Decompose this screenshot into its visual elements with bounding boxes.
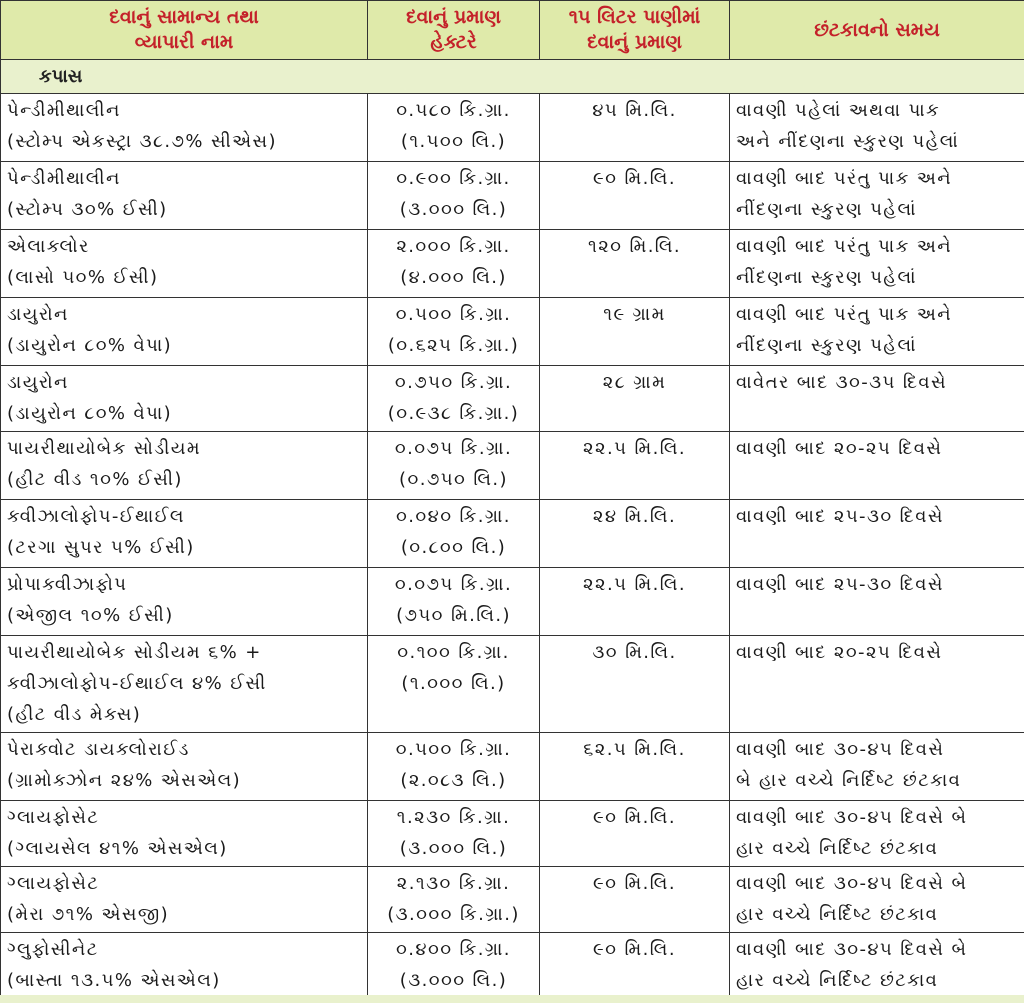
table-row <box>1 636 1024 733</box>
dose-per-hectare-line: (૦.૬૨૫ કિ.ગ્રા.) <box>387 335 520 356</box>
dose-per-hectare-line: ૦.૫૮૦ કિ.ગ્રા. <box>396 100 511 121</box>
group-label: કપાસ <box>1 60 1024 94</box>
spray-time-line: વાવણી બાદ ૩૦-૪૫ દિવસે બે <box>736 873 968 894</box>
spray-time <box>730 162 1024 230</box>
spray-time <box>730 230 1024 298</box>
dose-per-hectare-line: ૦.૭૫૦ કિ.ગ્રા. <box>394 372 513 393</box>
herbicide-name-line: ગ્લુફોસીનેટ <box>7 939 99 960</box>
herbicide-name <box>1 366 368 432</box>
dose-per-hectare-line: ૨.૦૦૦ કિ.ગ્રા. <box>396 236 511 257</box>
spray-time-line: હાર વચ્ચે નિર્દિષ્ટ છંટકાવ <box>736 904 939 925</box>
spray-time <box>730 432 1024 500</box>
dose-per-hectare-line: ૦.૯૦૦ કિ.ગ્રા. <box>396 168 511 189</box>
spray-time-line: હાર વચ્ચે નિર્દિષ્ટ છંટકાવ <box>736 838 939 859</box>
dose-per-15-litre: ૩૦ મિ.લિ. <box>540 636 730 733</box>
herbicide-name-line: (મેરા ૭૧% એસજી) <box>7 904 170 925</box>
dose-per-hectare-line: ૦.૦૭૫ કિ.ગ્રા. <box>394 438 513 459</box>
herbicide-name-line: ડાયુરોન <box>7 304 69 325</box>
dose-per-hectare-line: (૪.૦૦૦ લિ.) <box>400 267 507 288</box>
herbicide-name-line: પાયરીથાયોબેક સોડીયમ ૬% + <box>7 642 262 663</box>
dose-per-hectare <box>368 568 540 636</box>
spray-time <box>730 933 1024 999</box>
spray-time <box>730 366 1024 432</box>
herbicide-name-line: ડાયુરોન <box>7 372 69 393</box>
dose-per-hectare-line: ૦.૧૦૦ કિ.ગ્રા. <box>397 642 510 663</box>
dose-per-hectare <box>368 94 540 162</box>
group-row <box>1 60 1024 94</box>
header-row <box>1 1 1024 60</box>
dose-per-hectare <box>368 162 540 230</box>
table-row <box>1 801 1024 867</box>
dose-per-15-litre: ૯૦ મિ.લિ. <box>540 933 730 999</box>
dose-per-hectare-line: (૦.૭૫૦ લિ.) <box>399 469 508 490</box>
table-row <box>1 298 1024 366</box>
dose-per-hectare-line: (૧.૦૦૦ લિ.) <box>401 673 506 694</box>
spray-time-line: વાવણી બાદ પરંતુ પાક અને <box>736 304 953 325</box>
herbicide-name-line: (એજીલ ૧૦% ઈસી) <box>7 605 174 626</box>
dose-per-15-litre: ૧૯ ગ્રામ <box>540 298 730 366</box>
herbicide-name-line: (સ્ટોમ્પ ૩૦% ઈસી) <box>7 199 168 220</box>
spray-time <box>730 867 1024 933</box>
dose-per-hectare-line: (૭૫૦ મિ.લિ.) <box>396 605 511 626</box>
dose-per-hectare-line: (૩.૦૦૦ લિ.) <box>399 838 508 859</box>
dose-per-15-litre: ૨૨.૫ મિ.લિ. <box>540 568 730 636</box>
dose-per-15-litre: ૧૨૦ મિ.લિ. <box>540 230 730 298</box>
dose-per-15-litre: ૪૫ મિ.લિ. <box>540 94 730 162</box>
dose-per-hectare <box>368 933 540 999</box>
spray-time <box>730 94 1024 162</box>
dose-per-hectare-line: (૧.૫૦૦ લિ.) <box>400 131 507 152</box>
spray-time-line: હાર વચ્ચે નિર્દિષ્ટ છંટકાવ <box>736 970 939 991</box>
herbicide-name-line: ગ્લાયફોસેટ <box>7 807 100 828</box>
herbicide-name-line: (બાસ્તા ૧૩.૫% એસએલ) <box>7 970 221 991</box>
spray-time-line: વાવણી બાદ પરંતુ પાક અને <box>736 168 953 189</box>
dose-per-hectare <box>368 636 540 733</box>
herbicide-name-line: પ્રોપાક્વીઝાફોપ <box>7 574 128 595</box>
dose-per-hectare-line: ૦.૦૪૦ કિ.ગ્રા. <box>396 506 511 527</box>
dose-per-hectare <box>368 366 540 432</box>
spray-time-line: અને નીંદણના સ્કુરણ પહેલાં <box>736 131 960 152</box>
header-time: છંટકાવનો સમય <box>730 1 1024 60</box>
spray-time-line: વાવણી બાદ ૩૦-૪૫ દિવસે <box>736 739 945 760</box>
herbicide-name-line: (સ્ટોમ્પ એકસ્ટ્રા ૩૮.૭% સીએસ) <box>7 131 277 152</box>
dose-per-15-litre: ૨૪ મિ.લિ. <box>540 500 730 568</box>
herbicide-name-line: (હીટ વીડ ૧૦% ઈસી) <box>7 469 183 490</box>
dose-per-15-litre: ૬૨.૫ મિ.લિ. <box>540 733 730 801</box>
herbicide-name <box>1 636 368 733</box>
spray-time-line: નીંદણના સ્કુરણ પહેલાં <box>736 267 917 288</box>
bottom-strip <box>0 995 1024 1003</box>
herbicide-name <box>1 432 368 500</box>
dose-per-hectare-line: ૧.૨૩૦ કિ.ગ્રા. <box>396 807 511 828</box>
dose-per-hectare-line: (૦.૮૦૦ લિ.) <box>400 537 507 558</box>
herbicide-name <box>1 801 368 867</box>
spray-time-line: વાવણી બાદ ૩૦-૪૫ દિવસે બે <box>736 807 968 828</box>
header-water: ૧૫ લિટર પાણીમાં દવાનું પ્રમાણ <box>540 1 730 60</box>
table-row <box>1 230 1024 298</box>
herbicide-name-line: (ગ્રામોક્ઝોન ૨૪% એસએલ) <box>7 770 242 791</box>
table-row <box>1 867 1024 933</box>
dose-per-15-litre: ૯૦ મિ.લિ. <box>540 801 730 867</box>
spray-time-line: વાવણી બાદ ૨૦-૨૫ દિવસે <box>736 438 943 459</box>
spray-time-line: નીંદણના સ્કુરણ પહેલાં <box>736 335 917 356</box>
dose-per-hectare-line: (૩.૦૦૦ કિ.ગ્રા.) <box>387 904 520 925</box>
herbicide-name-line: (લાસો ૫૦% ઈસી) <box>7 267 159 288</box>
dose-per-hectare-line: ૦.૫૦૦ કિ.ગ્રા. <box>395 304 512 325</box>
herbicide-name-line: (ડાયુરોન ૮૦% વેપા) <box>7 335 173 356</box>
herbicide-name-line: ગ્લાયફોસેટ <box>7 873 100 894</box>
table-row <box>1 162 1024 230</box>
table-row <box>1 94 1024 162</box>
herbicide-name <box>1 230 368 298</box>
table-row <box>1 432 1024 500</box>
spray-time-line: વાવણી બાદ ૨૦-૨૫ દિવસે <box>736 642 943 663</box>
spray-time <box>730 801 1024 867</box>
herbicide-name-line: (ગ્લાયસેલ ૪૧% એસએલ) <box>7 838 228 859</box>
table-row <box>1 366 1024 432</box>
table-row <box>1 568 1024 636</box>
herbicide-name-line: ક્વીઝાલોફોપ-ઈથાઈલ <box>7 506 185 527</box>
dose-per-hectare <box>368 500 540 568</box>
herbicide-name-line: પેરાક્વોટ ડાયક્લોરાઈડ <box>7 739 190 760</box>
herbicide-name <box>1 568 368 636</box>
spray-time <box>730 636 1024 733</box>
header-name: દવાનું સામાન્ય તથા વ્યાપારી નામ <box>1 1 368 60</box>
dose-per-hectare-line: (૩.૦૦૦ લિ.) <box>399 970 508 991</box>
herbicide-name-line: ક્વીઝાલોફોપ-ઈથાઈલ ૪% ઈસી <box>7 673 267 694</box>
spray-time <box>730 298 1024 366</box>
spray-time <box>730 568 1024 636</box>
herbicide-name-line: (ટરગા સુપર ૫% ઈસી) <box>7 537 195 558</box>
herbicide-name <box>1 162 368 230</box>
spray-time-line: નીંદણના સ્કુરણ પહેલાં <box>736 199 917 220</box>
header-dose: દવાનું પ્રમાણ હેક્ટરે <box>368 1 540 60</box>
spray-time-line: વાવણી બાદ પરંતુ પાક અને <box>736 236 953 257</box>
dose-per-hectare-line: (૦.૯૩૮ કિ.ગ્રા.) <box>387 403 520 424</box>
dose-per-15-litre: ૨૨.૫ મિ.લિ. <box>540 432 730 500</box>
dose-per-hectare <box>368 432 540 500</box>
herbicide-name-line: પેન્ડીમીથાલીન <box>7 168 121 189</box>
spray-time-line: વાવણી બાદ ૨૫-૩૦ દિવસે <box>736 506 944 527</box>
herbicide-name <box>1 500 368 568</box>
spray-time-line: વાવેતર બાદ ૩૦-૩૫ દિવસે <box>736 372 948 393</box>
spray-time <box>730 733 1024 801</box>
herbicide-name <box>1 94 368 162</box>
herbicide-name-line: એલાક્લોર <box>7 236 90 257</box>
dose-per-hectare-line: (૨.૦૮૩ લિ.) <box>400 770 507 791</box>
dose-per-15-litre: ૯૦ મિ.લિ. <box>540 162 730 230</box>
table-row <box>1 733 1024 801</box>
dose-per-hectare-line: (૩.૦૦૦ લિ.) <box>399 199 508 220</box>
herbicide-name <box>1 733 368 801</box>
herbicide-name-line: (ડાયુરોન ૮૦% વેપા) <box>7 403 173 424</box>
herbicide-name <box>1 867 368 933</box>
dose-per-hectare-line: ૦.૪૦૦ કિ.ગ્રા. <box>396 939 511 960</box>
dose-per-hectare-line: ૦.૦૭૫ કિ.ગ્રા. <box>394 574 513 595</box>
dose-per-15-litre: ૯૦ મિ.લિ. <box>540 867 730 933</box>
herbicide-name <box>1 933 368 999</box>
table-row <box>1 933 1024 999</box>
dose-per-hectare-line: ૦.૫૦૦ કિ.ગ્રા. <box>395 739 512 760</box>
herbicide-name <box>1 298 368 366</box>
dose-per-hectare-line: ૨.૧૩૦ કિ.ગ્રા. <box>396 873 511 894</box>
spray-time-line: બે હાર વચ્ચે નિર્દિષ્ટ છંટકાવ <box>736 770 962 791</box>
dose-per-hectare <box>368 298 540 366</box>
dose-per-hectare <box>368 733 540 801</box>
table-row <box>1 500 1024 568</box>
dose-per-hectare <box>368 801 540 867</box>
dose-per-hectare <box>368 230 540 298</box>
dose-per-15-litre: ૨૮ ગ્રામ <box>540 366 730 432</box>
spray-time-line: વાવણી બાદ ૩૦-૪૫ દિવસે બે <box>736 939 968 960</box>
dose-per-hectare <box>368 867 540 933</box>
herbicide-name-line: (હીટ વીડ મેક્સ) <box>7 704 142 725</box>
spray-time-line: વાવણી બાદ ૨૫-૩૦ દિવસે <box>736 574 944 595</box>
spray-time <box>730 500 1024 568</box>
spray-time-line: વાવણી પહેલાં અથવા પાક <box>736 100 941 121</box>
herbicide-name-line: પેન્ડીમીથાલીન <box>7 100 121 121</box>
herbicide-name-line: પાયરીથાયોબેક સોડીયમ <box>7 438 201 459</box>
